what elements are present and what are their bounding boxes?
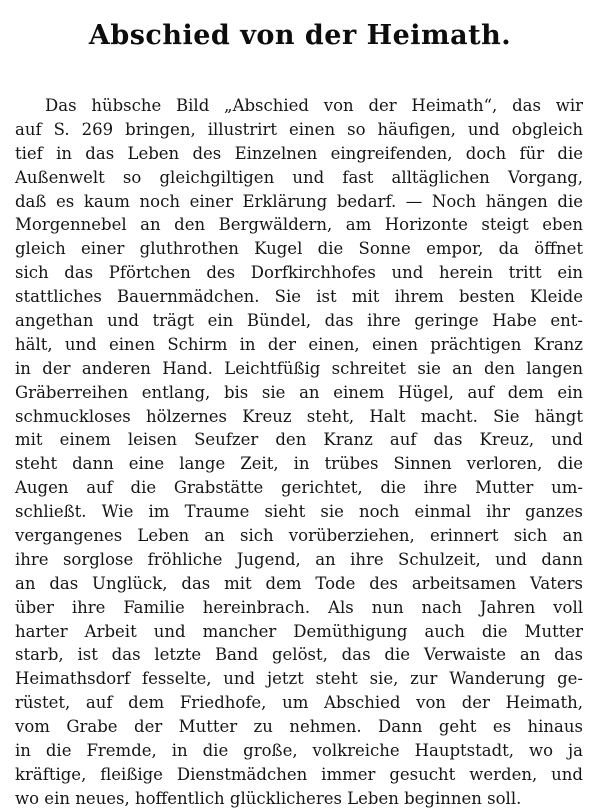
text-line: Außenwelt so gleichgiltigen und fast alltäglichen Vorgang, (15, 167, 583, 187)
text-line: an das Unglück, das mit dem Tode des arbeitsamen Vaters (15, 573, 583, 593)
text-line: in der anderen Hand. Leichtfüßig schreitet sie an den langen (15, 358, 583, 378)
text-line: Heimathsdorf fesselte, und jetzt steht sie, zur Wanderung ge- (15, 669, 583, 689)
text-line: über ihre Familie hereinbrach. Als nun nach Jahren voll (15, 597, 583, 617)
text-line: wo ein neues, hoffentlich glücklicheres Leben beginnen soll. (15, 788, 522, 808)
article-body (15, 94, 583, 811)
text-line: tief in das Leben des Einzelnen eingreifenden, doch für die (15, 143, 583, 163)
text-line: Augen auf die Grabstätte gerichtet, die ihre Mutter um- (15, 478, 583, 498)
text-line: Morgennebel an den Bergwäldern, am Horizonte steigt eben (15, 215, 583, 235)
text-line: Gräberreihen entlang, bis sie an einem Hügel, auf dem ein (15, 382, 583, 402)
text-line: stattliches Bauernmädchen. Sie ist mit ihrem besten Kleide (15, 287, 583, 307)
text-line: schmuckloses hölzernes Kreuz steht, Halt macht. Sie hängt (15, 406, 583, 426)
text-line: rüstet, auf dem Friedhofe, um Abschied von der Heimath, (15, 693, 583, 713)
text-line: ihre sorglose fröhliche Jugend, an ihre Schulzeit, und dann (15, 549, 583, 569)
text-line: sich das Pförtchen des Dorfkirchhofes und herein tritt ein (15, 263, 583, 283)
text-line: gleich einer gluthrothen Kugel die Sonne empor, da öffnet (15, 239, 583, 259)
text-line: vom Grabe der Mutter zu nehmen. Dann geht es hinaus (15, 717, 583, 737)
text-line: starb, ist das letzte Band gelöst, das die Verwaiste an das (15, 645, 583, 665)
text-line: mit einem leisen Seufzer den Kranz auf das Kreuz, und (15, 430, 583, 450)
text-line: in die Fremde, in die große, volkreiche Hauptstadt, wo ja (15, 741, 583, 761)
text-line: auf S. 269 bringen, illustrirt einen so häufigen, und obgleich (15, 119, 583, 139)
text-line: vergangenes Leben an sich vorüberziehen, erinnert sich an (15, 526, 583, 546)
text-line: Das hübsche Bild „Abschied von der Heimath“, das wir (45, 96, 583, 115)
text-line: kräftige, fleißige Dienstmädchen immer gesucht werden, und (15, 764, 583, 784)
text-line: hält, und einen Schirm in der einen, einen prächtigen Kranz (15, 334, 583, 354)
text-line: schließt. Wie im Traume sieht sie noch einmal ihr ganzes (15, 502, 583, 522)
text-line: daß es kaum noch einer Erklärung bedarf. — Noch hängen die (15, 191, 583, 211)
text-line: angethan und trägt ein Bündel, das ihre geringe Habe ent- (15, 311, 583, 331)
article-title: Abschied von der Heimath. (88, 20, 512, 51)
text-line: harter Arbeit und mancher Demüthigung auch die Mutter (15, 621, 583, 641)
text-line: steht dann eine lange Zeit, in trübes Sinnen verloren, die (15, 454, 583, 474)
